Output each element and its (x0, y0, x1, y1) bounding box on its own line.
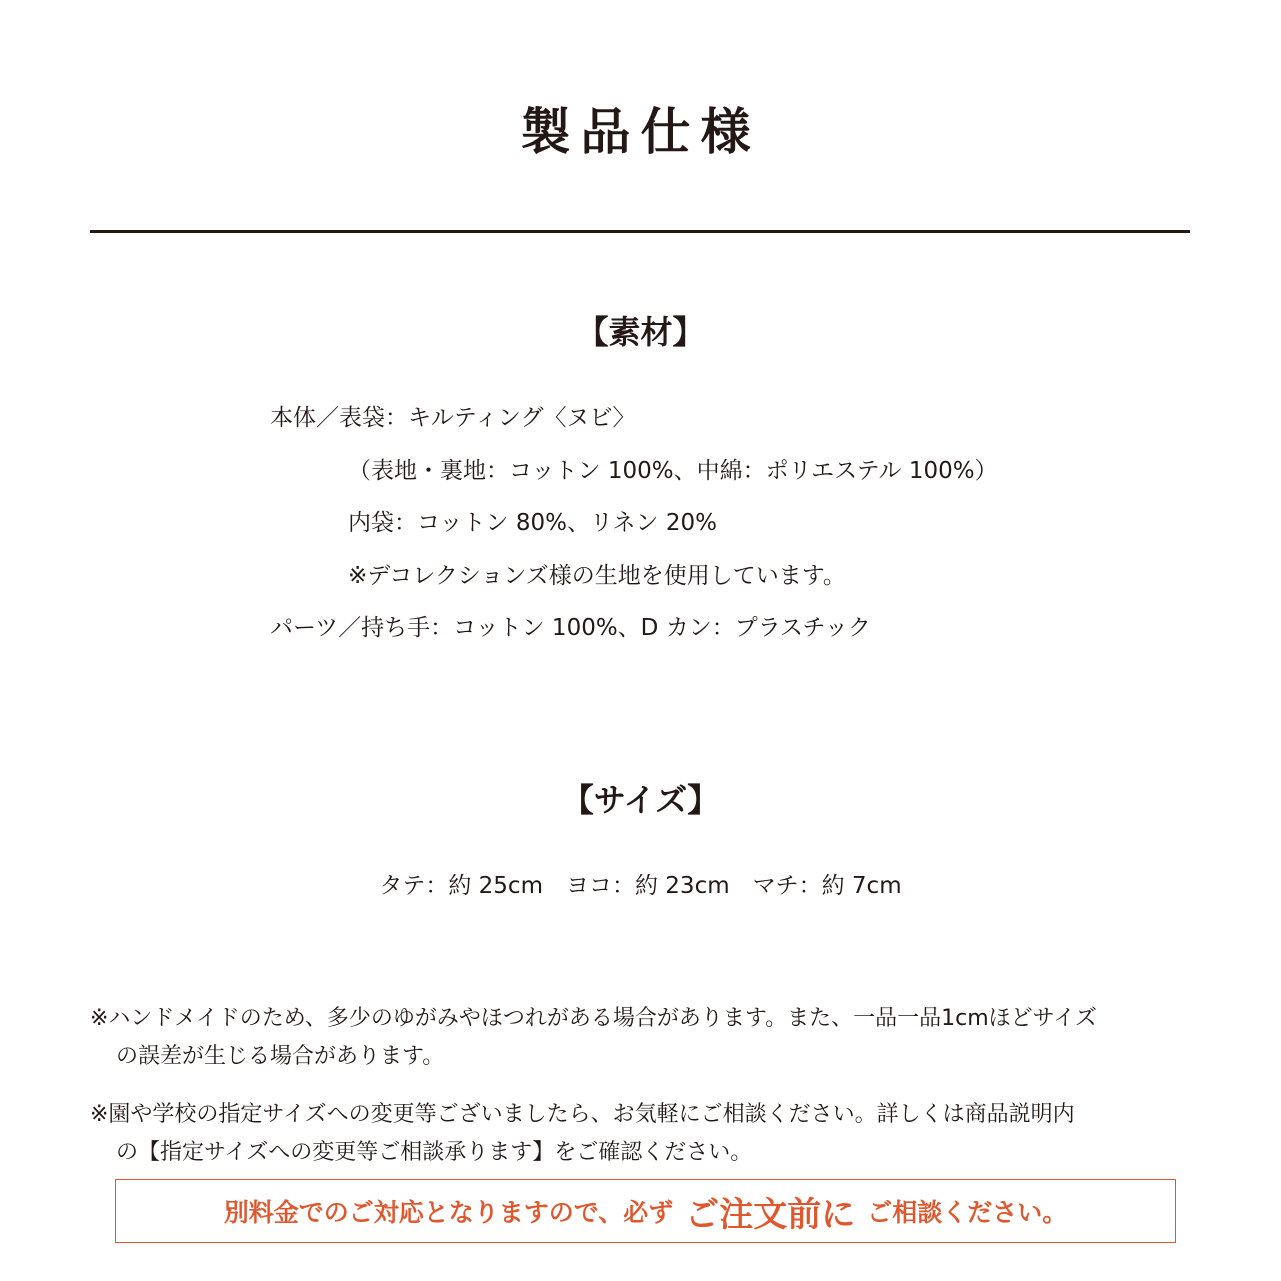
material-line-fabric-note: ※デコレクションズ様の生地を使用しています。 (348, 562, 846, 589)
materials-heading: 【素材】 (576, 313, 705, 351)
notice-emphasis: ご注文前に (685, 1194, 856, 1235)
notice-text-after: ご相談ください。 (867, 1198, 1068, 1227)
size-heading: 【サイズ】 (561, 781, 720, 819)
material-line-parts: パーツ／持ち手：コットン 100%、D カン：プラスチック (270, 615, 871, 641)
materials-list (270, 398, 1170, 661)
size-change-note (90, 1096, 1200, 1172)
size-change-note-line: の【指定サイズへの変更等ご相談承ります】をご確認ください。 (116, 1140, 753, 1165)
size-dimensions: タテ：約 25cm ヨコ：約 23cm マチ：約 7cm (379, 873, 902, 899)
material-line-body: 本体／表袋：キルティング〈ヌビ〉 (270, 405, 636, 431)
material-line-inner-bag: 内袋：コットン 80%、リネン 20% (348, 510, 717, 536)
title-divider (90, 230, 1190, 233)
size-change-note-line: ※園や学校の指定サイズへの変更等ございましたら、お気軽にご相談ください。詳しくは商品説明内 (90, 1102, 1075, 1127)
extra-fee-notice (115, 1179, 1176, 1243)
handmade-note (90, 1000, 1200, 1076)
notice-text-before: 別料金でのご対応となりますので、必ず (223, 1198, 674, 1227)
handmade-note-line: ※ハンドメイドのため、多少のゆがみやほつれがある場合があります。また、一品一品1cmほどサイズ (90, 1006, 1097, 1031)
page-title: 製品仕様 (520, 103, 761, 161)
handmade-note-line: の誤差が生じる場合があります。 (116, 1044, 445, 1069)
material-line-fabric: （表地・裏地：コットン 100%、中綿：ポリエステル 100%） (348, 457, 998, 484)
